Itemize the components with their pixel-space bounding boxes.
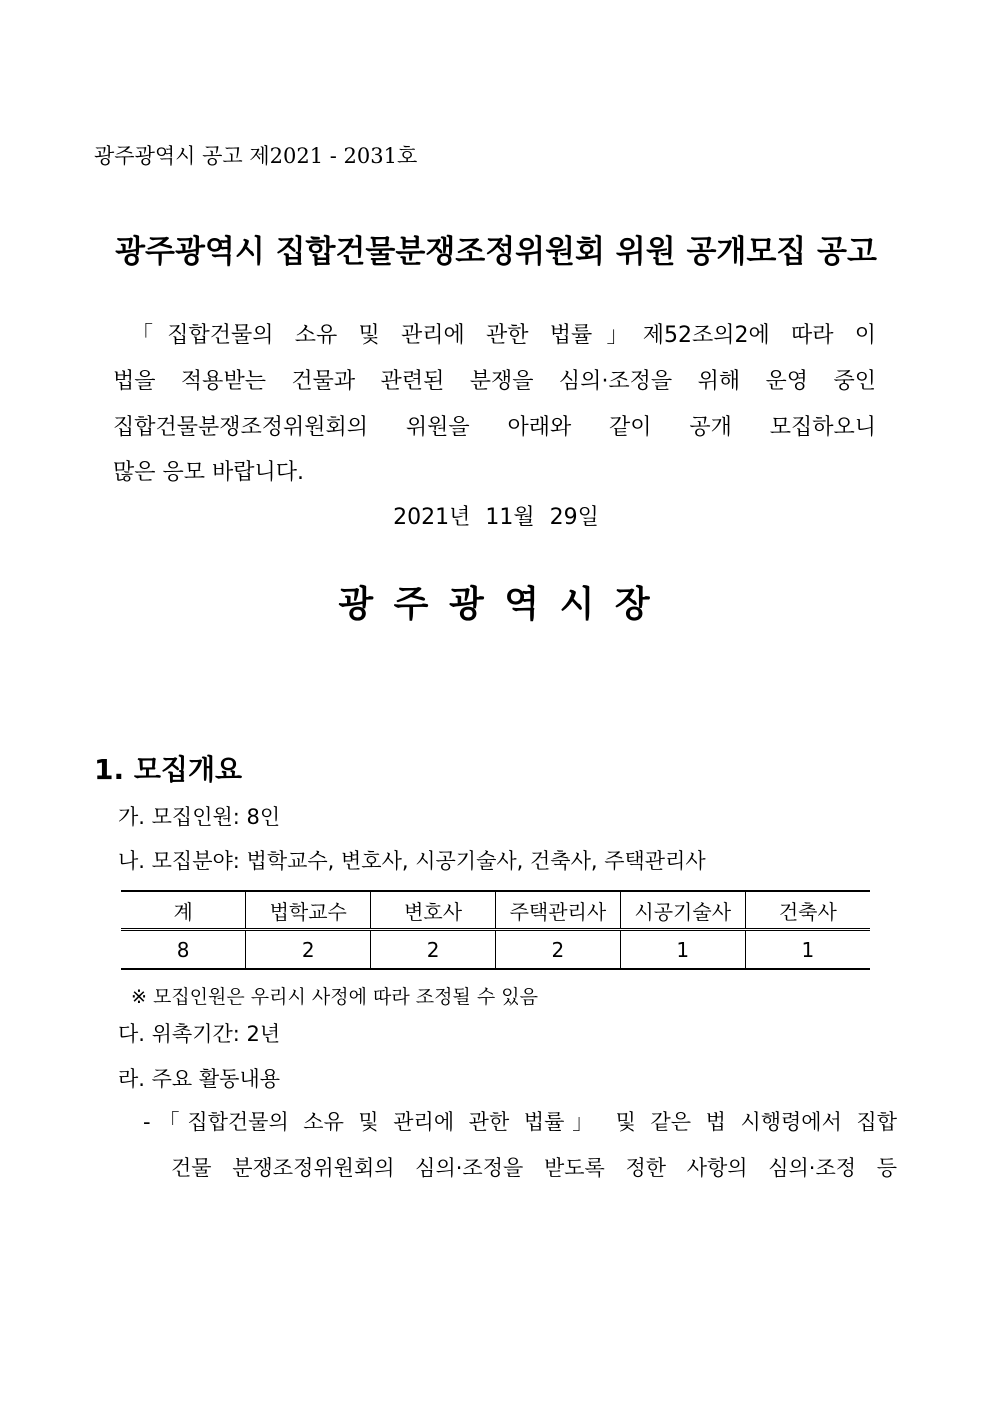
table-cell: 2 xyxy=(371,930,496,970)
table-row xyxy=(121,930,870,970)
intro-line-3: 집합건물분쟁조정위원회의 위원을 아래와 같이 공개 모집하오니 xyxy=(113,415,876,440)
item-recruit-count: 가. 모집인원: 8인 xyxy=(118,805,281,829)
issuer-name: 광 주 광 역 시 장 xyxy=(338,583,654,625)
table-header-cell: 건축사 xyxy=(745,891,870,930)
table-cell: 2 xyxy=(495,930,620,970)
item-activities: 라. 주요 활동내용 xyxy=(118,1067,281,1091)
table-header-cell: 시공기술사 xyxy=(620,891,745,930)
table-header-row xyxy=(121,891,870,930)
activity-line-1: -「집합건물의 소유 및 관리에 관한 법률」 및 같은 법 시행령에서 집합 xyxy=(143,1110,897,1134)
table-cell: 1 xyxy=(620,930,745,970)
table-cell: 1 xyxy=(745,930,870,970)
document-title: 광주광역시 집합건물분쟁조정위원회 위원 공개모집 공고 xyxy=(115,234,877,270)
recruitment-table xyxy=(121,890,870,970)
table-header-cell: 변호사 xyxy=(371,891,496,930)
item-term: 다. 위촉기간: 2년 xyxy=(118,1022,281,1046)
table-header-cell: 계 xyxy=(121,891,246,930)
adjustment-note: ※ 모집인원은 우리시 사정에 따라 조정될 수 있음 xyxy=(131,986,538,1008)
notice-number: 광주광역시 공고 제2021 - 2031호 xyxy=(94,144,418,168)
notice-date: 2021년 11월 29일 xyxy=(393,505,599,530)
table-cell: 8 xyxy=(176,937,190,962)
table-header-cell: 법학교수 xyxy=(246,891,371,930)
table-cell: 2 xyxy=(246,930,371,970)
table-header-cell: 주택관리사 xyxy=(495,891,620,930)
intro-line-1: 「집합건물의 소유 및 관리에 관한 법률」제52조의2에 따라 이 xyxy=(131,323,876,348)
activity-line-2: 건물 분쟁조정위원회의 심의·조정을 받도록 정한 사항의 심의·조정 등 xyxy=(171,1156,897,1180)
intro-line-2: 법을 적용받는 건물과 관련된 분쟁을 심의·조정을 위해 운영 중인 xyxy=(113,369,876,394)
intro-line-4: 많은 응모 바랍니다. xyxy=(113,460,304,485)
item-recruit-fields: 나. 모집분야: 법학교수, 변호사, 시공기술사, 건축사, 주택관리사 xyxy=(118,849,706,873)
section-heading: 1. 모집개요 xyxy=(94,753,243,786)
